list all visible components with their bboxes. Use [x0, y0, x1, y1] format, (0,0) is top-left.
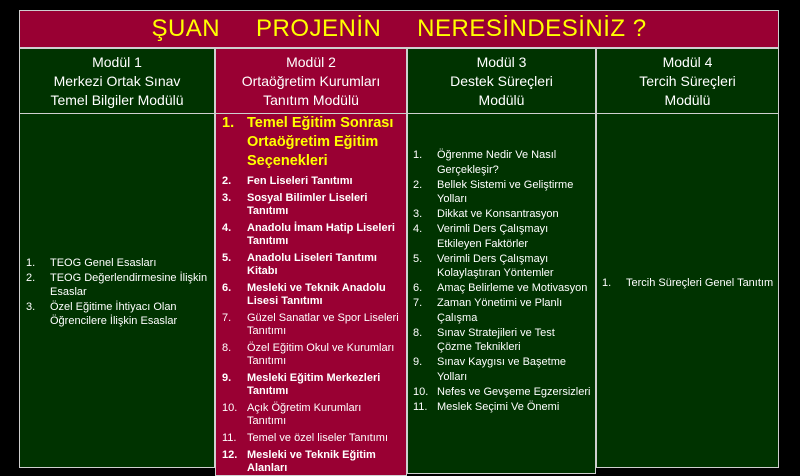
- item-text: Sınav Stratejileri ve Test Çözme Teknikleri: [437, 326, 555, 354]
- item-text: Meslek Seçimi Ve Önemi: [437, 400, 560, 413]
- list-item: [222, 282, 402, 308]
- list-item: [222, 342, 402, 368]
- module-3-list: [413, 148, 591, 414]
- module-4-header-line: Tercih Süreçleri: [639, 72, 736, 89]
- list-item: [413, 296, 591, 326]
- item-text: Mesleki Eğitim Merkezleri Tanıtımı: [247, 372, 381, 397]
- item-number: 10.: [222, 402, 238, 414]
- list-item: [413, 326, 591, 356]
- module-3-header-line: Destek Süreçleri: [450, 72, 553, 89]
- list-item: [413, 281, 591, 296]
- list-item: [413, 148, 591, 178]
- item-number: 7.: [222, 312, 232, 324]
- module-4-list: [602, 276, 774, 291]
- module-4-header-line: Modülü: [664, 91, 711, 108]
- module-2-body: [216, 114, 406, 475]
- item-number: 3.: [222, 192, 232, 204]
- title-banner: [19, 10, 779, 48]
- item-text: Fen Liseleri Tanıtımı: [247, 175, 353, 187]
- list-item: [26, 256, 210, 271]
- item-number: 2.: [413, 178, 423, 191]
- module-1-header: [20, 49, 214, 114]
- slide-title: ŞUAN PROJENİN NERESİNDESİNİZ ?: [151, 15, 647, 42]
- list-item: [222, 252, 402, 278]
- item-text: Açık Öğretim Kurumları Tanıtımı: [247, 402, 362, 427]
- item-text: Güzel Sanatlar ve Spor Liseleri Tanıtımı: [247, 312, 399, 337]
- module-2-header-line: Ortaöğretim Kurumları: [241, 72, 381, 89]
- item-text: Özel Eğitim Okul ve Kurumları Tanıtımı: [247, 342, 395, 367]
- module-2-header-line: Modül 2: [286, 53, 336, 70]
- item-number: 3.: [26, 300, 36, 313]
- item-number: 8.: [222, 342, 232, 354]
- item-number: 9.: [222, 372, 232, 384]
- module-3-header-line: Modülü: [478, 91, 525, 108]
- list-item: [26, 271, 210, 300]
- module-1-body: [20, 114, 214, 467]
- item-number: 1.: [26, 257, 36, 269]
- module-1-list: [26, 256, 210, 329]
- list-item: [602, 276, 774, 291]
- item-number: 1.: [222, 115, 235, 131]
- item-number: 2.: [26, 271, 36, 284]
- item-number: 5.: [413, 252, 423, 265]
- item-text: Verimli Ders Çalışmayı Etkileyen Faktörler: [437, 222, 549, 250]
- item-number: 8.: [413, 326, 423, 339]
- item-text: Sosyal Bilimler Liseleri Tanıtımı: [247, 192, 368, 217]
- item-text: Amaç Belirleme ve Motivasyon: [437, 282, 588, 295]
- item-number: 12.: [222, 449, 238, 461]
- list-item: [222, 175, 402, 188]
- item-text: Anadolu Liseleri Tanıtımı Kitabı: [247, 252, 377, 277]
- item-number: 5.: [222, 252, 232, 264]
- list-item: [413, 207, 591, 222]
- item-number: 4.: [222, 222, 232, 234]
- list-item: [222, 192, 402, 218]
- list-item: [413, 385, 591, 400]
- item-number: 10.: [413, 385, 429, 398]
- list-item: [222, 114, 402, 171]
- item-text: Bellek Sistemi ve Geliştirme Yolları: [437, 178, 574, 206]
- list-item: [222, 372, 402, 398]
- module-1-column: [19, 48, 215, 468]
- list-item: [413, 400, 591, 415]
- module-4-body: [597, 114, 778, 467]
- item-text: Mesleki ve Teknik Anadolu Lisesi Tanıtımı: [247, 282, 386, 307]
- item-text: Nefes ve Gevşeme Egzersizleri: [437, 385, 591, 398]
- item-text: Temel Eğitim Sonrası Ortaöğretim Eğitim Seçenekleri: [247, 115, 394, 169]
- module-1-header-line: Modül 1: [92, 53, 142, 70]
- item-text: Özel Eğitime İhtiyacı Olan Öğrencilere İlişkin Esaslar: [50, 300, 178, 327]
- list-item: [222, 432, 402, 445]
- item-number: 7.: [413, 296, 423, 309]
- list-item: [222, 222, 402, 248]
- item-text: Anadolu İmam Hatip Liseleri Tanıtımı: [247, 222, 395, 247]
- item-number: 2.: [222, 175, 232, 187]
- list-item: [413, 252, 591, 282]
- item-text: TEOG Genel Esasları: [50, 257, 157, 269]
- list-item: [26, 300, 210, 329]
- item-text: Öğrenme Nedir Ve Nasıl Gerçekleşir?: [437, 149, 557, 176]
- module-1-header-line: Merkezi Ortak Sınav: [53, 72, 181, 89]
- module-3-header: [408, 49, 595, 114]
- item-number: 4.: [413, 222, 423, 235]
- module-3-header-line: Modül 3: [476, 53, 527, 70]
- list-item: [413, 222, 591, 252]
- module-4-header: [597, 49, 778, 114]
- module-2-header-line: Tanıtım Modülü: [263, 91, 359, 108]
- item-text: Zaman Yönetimi ve Planlı Çalışma: [437, 296, 563, 324]
- item-number: 3.: [413, 208, 423, 221]
- list-item: [222, 402, 402, 428]
- module-2-list: [222, 114, 402, 475]
- item-number: 9.: [413, 356, 423, 369]
- list-item: [413, 355, 591, 385]
- list-item: [222, 312, 402, 338]
- module-2-header: [216, 49, 406, 114]
- list-item: [413, 178, 591, 208]
- module-table: [19, 48, 779, 474]
- item-number: 11.: [413, 400, 428, 413]
- item-number: 1.: [413, 149, 423, 161]
- list-item: [222, 449, 402, 475]
- item-number: 6.: [413, 282, 423, 295]
- item-text: Dikkat ve Konsantrasyon: [437, 208, 559, 221]
- item-text: Tercih Süreçleri Genel Tanıtım: [626, 277, 774, 289]
- item-number: 1.: [602, 277, 612, 289]
- item-number: 6.: [222, 282, 232, 294]
- module-4-column: [596, 48, 779, 468]
- item-text: TEOG Değerlendirmesine İlişkin Esaslar: [50, 271, 208, 298]
- module-1-header-line: Temel Bilgiler Modülü: [50, 91, 184, 108]
- module-3-body: [408, 114, 595, 473]
- item-text: Temel ve özel liseler Tanıtımı: [247, 432, 389, 444]
- item-text: Verimli Ders Çalışmayı Kolaylaştıran Yöntemler: [437, 252, 554, 280]
- module-3-column: [407, 48, 596, 474]
- item-text: Mesleki ve Teknik Eğitim Alanları: [247, 449, 376, 474]
- module-4-header-line: Modül 4: [662, 53, 713, 70]
- module-2-column: [215, 48, 407, 476]
- item-number: 11.: [222, 432, 237, 444]
- item-text: Sınav Kaygısı ve Başetme Yolları: [437, 356, 567, 383]
